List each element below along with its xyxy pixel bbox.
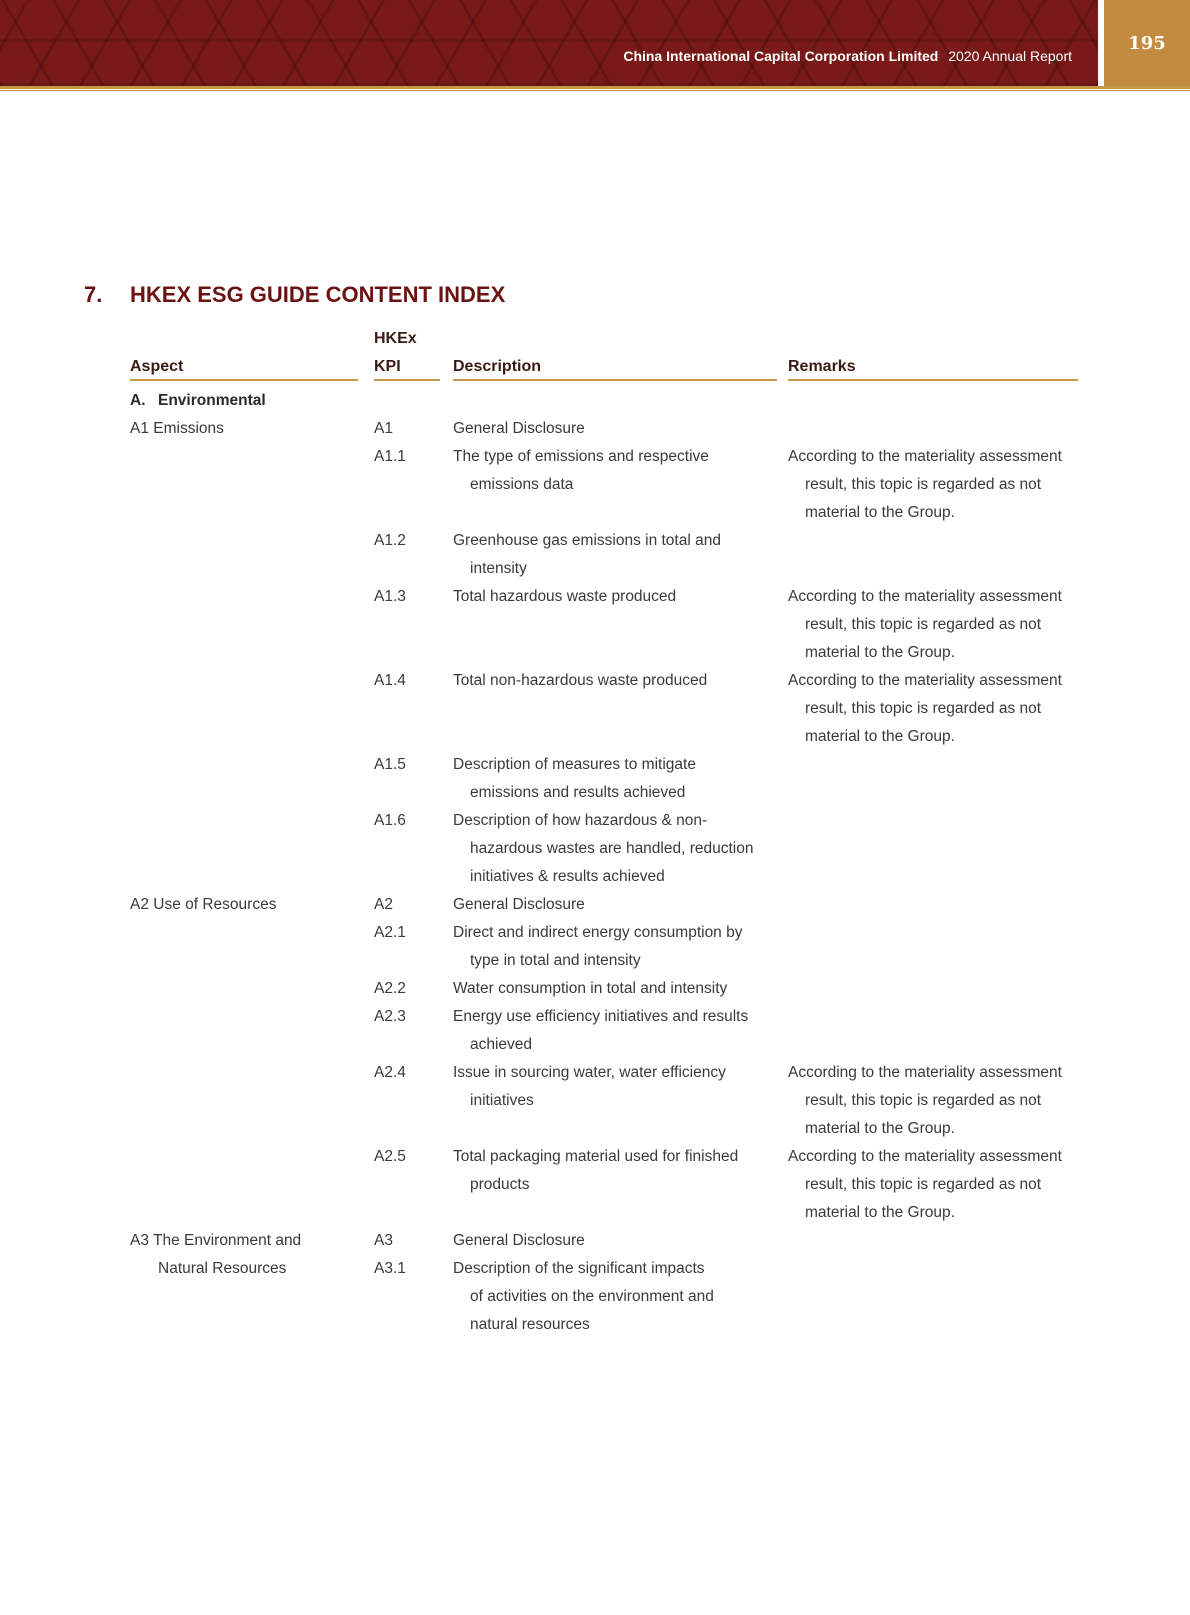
kpi-a3: A3	[374, 1232, 393, 1249]
section-title: HKEX ESG GUIDE CONTENT INDEX	[130, 282, 506, 307]
header-rule-description	[453, 379, 777, 381]
desc-a1-1-line1: The type of emissions and respective	[453, 448, 709, 465]
remark-a2-4-line3: material to the Group.	[805, 1120, 955, 1137]
remark-a1-3-line1: According to the materiality assessment	[788, 588, 1062, 605]
header-rule-remarks	[788, 379, 1078, 381]
desc-a1-6-line1: Description of how hazardous & non-	[453, 812, 708, 829]
col-head-kpi-line1: HKEx	[374, 330, 417, 347]
report-name: 2020 Annual Report	[948, 48, 1072, 64]
desc-a2-1-line1: Direct and indirect energy consumption by	[453, 924, 743, 941]
page-number: 195	[1104, 0, 1190, 86]
running-header	[623, 48, 1072, 64]
kpi-a2-1: A2.1	[374, 924, 406, 941]
header-pattern-band	[0, 0, 1098, 86]
desc-a2: General Disclosure	[453, 896, 585, 913]
kpi-a1-5: A1.5	[374, 756, 406, 773]
col-head-kpi-line2: KPI	[374, 358, 401, 375]
desc-a1-6-line3: initiatives & results achieved	[470, 868, 665, 885]
aspect-a1: A1 Emissions	[130, 420, 224, 437]
desc-a2-5-line2: products	[470, 1176, 530, 1193]
col-head-aspect: Aspect	[130, 358, 184, 375]
kpi-a3-1: A3.1	[374, 1260, 406, 1277]
desc-a1-5-line2: emissions and results achieved	[470, 784, 686, 801]
desc-a2-4-line1: Issue in sourcing water, water efficiency	[453, 1064, 726, 1081]
remark-a1-1-line3: material to the Group.	[805, 504, 955, 521]
remark-a1-4-line1: According to the materiality assessment	[788, 672, 1062, 689]
header-rule-kpi	[374, 379, 440, 381]
remark-a2-5-line2: result, this topic is regarded as not	[805, 1176, 1042, 1193]
desc-a2-3-line1: Energy use efficiency initiatives and results	[453, 1008, 749, 1025]
company-name: China International Capital Corporation Limited	[623, 48, 939, 64]
group-label: A.	[130, 392, 146, 409]
desc-a2-1-line2: type in total and intensity	[470, 952, 641, 969]
desc-a2-5-line1: Total packaging material used for finished	[453, 1148, 739, 1165]
desc-a1-5-line1: Description of measures to mitigate	[453, 756, 696, 773]
remark-a2-5-line3: material to the Group.	[805, 1204, 955, 1221]
desc-a1: General Disclosure	[453, 420, 585, 437]
kpi-a2-3: A2.3	[374, 1008, 406, 1025]
desc-a3-1-line2: of activities on the environment and	[470, 1288, 714, 1305]
remark-a1-3-line2: result, this topic is regarded as not	[805, 616, 1042, 633]
desc-a1-1-line2: emissions data	[470, 476, 574, 493]
desc-a1-6-line2: hazardous wastes are handled, reduction	[470, 840, 754, 857]
remark-a2-4-line1: According to the materiality assessment	[788, 1064, 1062, 1081]
kpi-a1: A1	[374, 420, 393, 437]
aspect-a2: A2 Use of Resources	[130, 896, 277, 913]
desc-a2-3-line2: achieved	[470, 1036, 533, 1053]
desc-a2-4-line2: initiatives	[470, 1092, 534, 1109]
desc-a1-3-line1: Total hazardous waste produced	[453, 588, 677, 605]
section-number: 7.	[84, 282, 103, 307]
remark-a1-3-line3: material to the Group.	[805, 644, 955, 661]
desc-a2-2-line1: Water consumption in total and intensity	[453, 980, 728, 997]
kpi-a2-4: A2.4	[374, 1064, 406, 1081]
header-rule-thin	[0, 90, 1190, 91]
kpi-a1-2: A1.2	[374, 532, 406, 549]
remark-a1-4-line3: material to the Group.	[805, 728, 955, 745]
desc-a3-1-line3: natural resources	[470, 1316, 590, 1333]
kpi-a1-1: A1.1	[374, 448, 406, 465]
kpi-a2: A2	[374, 896, 393, 913]
kpi-a1-4: A1.4	[374, 672, 406, 689]
kpi-a1-6: A1.6	[374, 812, 406, 829]
col-head-description: Description	[453, 358, 542, 375]
group-name: Environmental	[158, 392, 266, 409]
remark-a1-4-line2: result, this topic is regarded as not	[805, 700, 1042, 717]
desc-a1-4-line1: Total non-hazardous waste produced	[453, 672, 708, 689]
col-head-remarks: Remarks	[788, 358, 856, 375]
aspect-a3-line2: Natural Resources	[158, 1260, 287, 1277]
header-rule	[0, 86, 1190, 89]
desc-a1-2-line2: intensity	[470, 560, 527, 577]
desc-a3: General Disclosure	[453, 1232, 585, 1249]
desc-a3-1-line1: Description of the significant impacts	[453, 1260, 705, 1277]
remark-a1-1-line2: result, this topic is regarded as not	[805, 476, 1042, 493]
desc-a1-2-line1: Greenhouse gas emissions in total and	[453, 532, 721, 549]
aspect-a3-line1: A3 The Environment and	[130, 1232, 302, 1249]
remark-a2-4-line2: result, this topic is regarded as not	[805, 1092, 1042, 1109]
header-rule-aspect	[130, 379, 358, 381]
kpi-a2-5: A2.5	[374, 1148, 406, 1165]
remark-a1-1-line1: According to the materiality assessment	[788, 448, 1062, 465]
remark-a2-5-line1: According to the materiality assessment	[788, 1148, 1062, 1165]
kpi-a2-2: A2.2	[374, 980, 406, 997]
kpi-a1-3: A1.3	[374, 588, 406, 605]
